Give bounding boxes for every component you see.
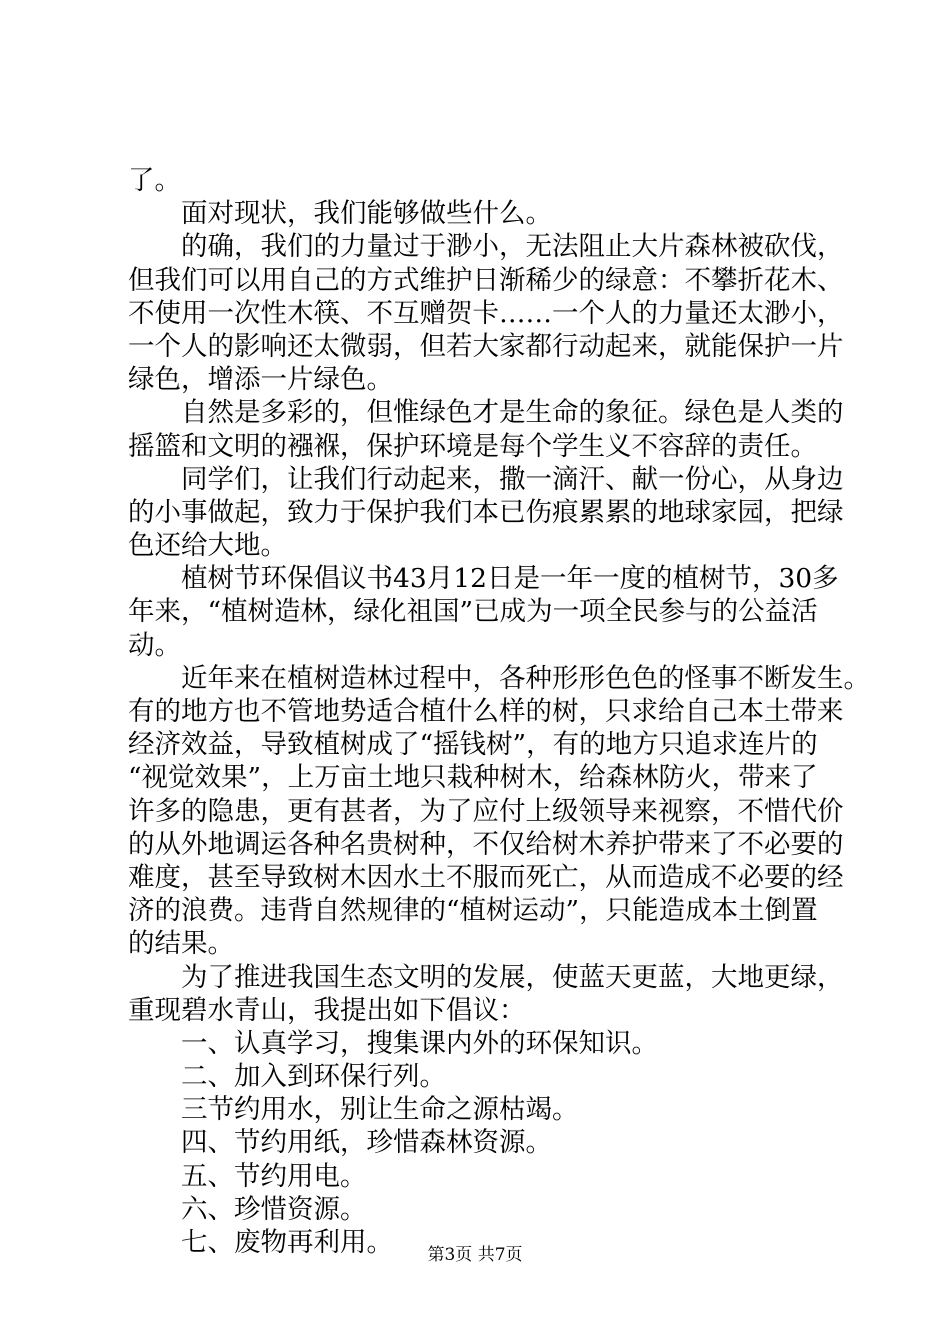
text-line: 摇篮和文明的襁褓，保护环境是每个学生义不容辞的责任。 [128,430,817,462]
text-line: 同学们，让我们行动起来，撒一滴汗、献一份心，从身边 [181,463,844,495]
text-line: 一个人的影响还太微弱，但若大家都行动起来，就能保护一片 [128,330,844,362]
text-line: 五、节约用电。 [181,1160,367,1192]
text-line: 三节约用水，别让生命之源枯竭。 [181,1094,579,1126]
text-line: 动。 [128,629,181,661]
text-line: 重现碧水青山，我提出如下倡议： [128,994,526,1026]
text-line: 一、认真学习，搜集课内外的环保知识。 [181,1027,658,1059]
text-line: 的结果。 [128,928,234,960]
document-body [128,164,870,1259]
text-line: 自然是多彩的，但惟绿色才是生命的象征。绿色是人类的 [181,397,844,429]
text-line: 许多的隐患，更有甚者，为了应付上级领导来视察，不惜代价 [128,795,844,827]
text-line: 面对现状，我们能够做些什么。 [181,198,552,230]
text-line: 经济效益，导致植树成了“摇钱树”，有的地方只追求连片的 [128,729,818,761]
text-line: 济的浪费。违背自然规律的“植树运动”，只能造成本土倒置 [128,895,818,927]
text-line: 四、节约用纸，珍惜森林资源。 [181,1127,552,1159]
text-line: 不使用一次性木筷、不互赠贺卡……一个人的力量还太渺小， [128,297,844,329]
text-line: 为了推进我国生态文明的发展，使蓝天更蓝，大地更绿， [181,961,844,993]
text-line: 近年来在植树造林过程中，各种形形色色的怪事不断发生。 [181,662,870,694]
text-line: 的从外地调运各种名贵树种，不仅给树木养护带来了不必要的 [128,828,844,860]
text-line: 六、珍惜资源。 [181,1193,367,1225]
text-line: 的小事做起，致力于保护我们本已伤痕累累的地球家园，把绿 [128,496,844,528]
text-line: “视觉效果”，上万亩土地只栽种树木，给森林防火，带来了 [128,762,818,794]
text-line: 但我们可以用自己的方式维护日渐稀少的绿意：不攀折花木、 [128,264,844,296]
text-line: 了。 [128,165,181,196]
text-line: 有的地方也不管地势适合植什么样的树，只求给自己本土带来 [128,696,844,727]
text-line: 植树节环保倡议书43月12日是一年一度的植树节，30多 [181,563,839,595]
text-line: 色还给大地。 [128,530,287,562]
text-line: 绿色，增添一片绿色。 [128,364,393,396]
text-line: 二、加入到环保行列。 [181,1061,446,1093]
text-line: 年来，“植树造林，绿化祖国”已成为一项全民参与的公益活 [128,596,818,628]
text-line: 七、废物再利用。 [181,1227,393,1258]
text-line: 的确，我们的力量过于渺小，无法阻止大片森林被砍伐， [181,231,844,263]
text-line: 难度，甚至导致树木因水土不服而死亡，从而造成不必要的经 [128,861,844,893]
page-footer: 第3页 共7页 [427,1245,523,1265]
